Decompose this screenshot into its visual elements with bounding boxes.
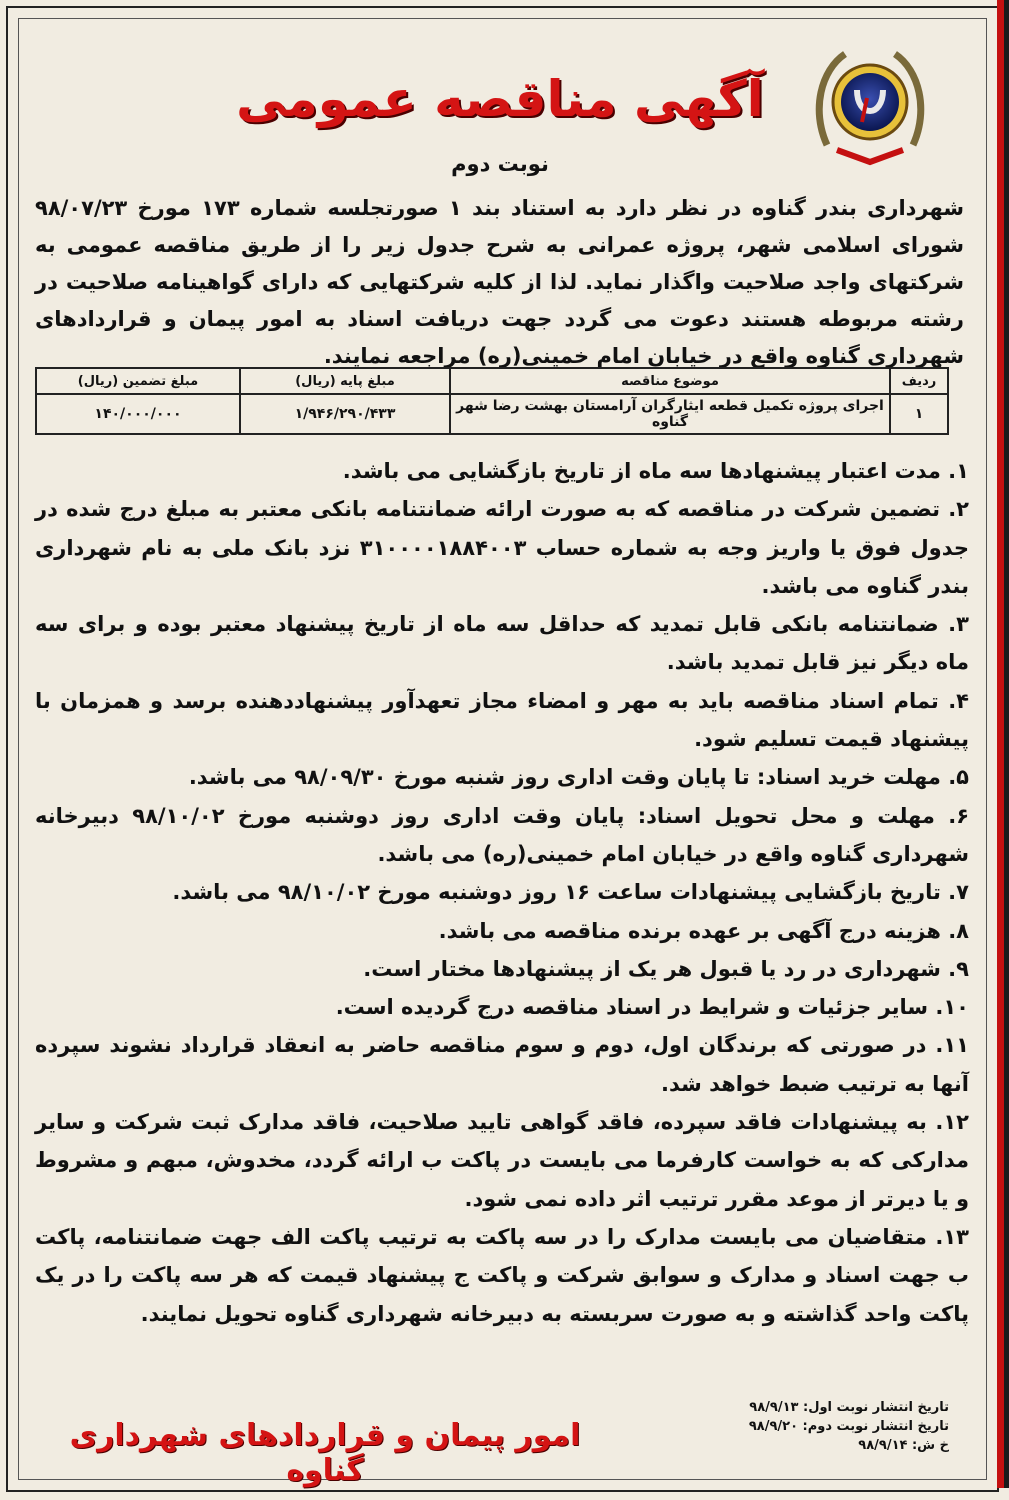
- ad-subtitle: نوبت دوم: [451, 152, 549, 176]
- ad-title: آگهی مناقصه عمومی: [236, 70, 764, 128]
- cell-subject: اجرای پروژه تکمیل قطعه ایثارگران آرامستان بهشت رضا شهر گناوه: [450, 394, 890, 434]
- table-row: [36, 394, 948, 434]
- header-subject: موضوع مناقصه: [450, 368, 890, 394]
- condition-item: ۸. هزینه درج آگهی بر عهده برنده مناقصه می باشد.: [438, 918, 969, 943]
- cell-guarantee-amount: ۱۴۰/۰۰۰/۰۰۰: [36, 394, 240, 434]
- intro-paragraph: شهرداری بندر گناوه در نظر دارد به استناد بند ۱ صورتجلسه شماره ۱۷۳ مورخ ۹۸/۰۷/۲۳ شورای اسلامی شهر، پروژه عمرانی به شرح جدول زیر را از طریق مناقصه عمومی به شرکتهای واجد صلاحیت واگذار نماید. لذا از کلیه شرکتهایی که دارای گواهینامه صلاحیت در رشته مربوطه هستند دعوت می گردد جهت دریافت اسناد به امور پیمان و قراردادهای شهرداری گناوه واقع در خیابان امام خمینی(ره) مراجعه نمایند.: [35, 196, 965, 368]
- condition-item: ۱۳. متقاضیان می بایست مدارک را در سه پاکت به ترتیب پاکت الف جهت ضمانتنامه، پاکت ب جهت اسناد و مدارک و سوابق شرکت و پاکت ج پیشنهاد قیمت که هر سه پاکت را در یک پاکت واحد گذاشته و به صورت سربسته به دبیرخانه شهرداری گناوه تحویل نمایند.: [35, 1224, 969, 1326]
- condition-item: ۵. مهلت خرید اسناد: تا پایان وقت اداری روز شنبه مورخ ۹۸/۰۹/۳۰ می باشد.: [188, 765, 969, 790]
- condition-item: ۱۲. به پیشنهادات فاقد سپرده، فاقد گواهی تایید صلاحیت، فاقد مدارک ثبت شرکت و سایر مدارکی که به خواست کارفرما می بایست در پاکت ب ارائه گردد، مخدوش، مبهم و مشروط و یا دیرتر از موعد مقرر ترتیب اثر داده نمی شود.: [35, 1110, 969, 1211]
- condition-item: ۳. ضمانتنامه بانکی قابل تمدید که حداقل سه ماه از تاریخ پیشنهاد معتبر بوده و برای سه ماه دیگر نیز قابل تمدید باشد.: [35, 612, 969, 675]
- table-header-row: [36, 368, 948, 394]
- condition-item: ۹. شهرداری در رد یا قبول هر یک از پیشنهادها مختار است.: [363, 956, 969, 981]
- cell-row-number: ۱: [890, 394, 948, 434]
- condition-item: ۶. مهلت و محل تحویل اسناد: پایان وقت اداری روز دوشنبه مورخ ۹۸/۱۰/۰۲ دبیرخانه شهرداری گناوه واقع در خیابان امام خمینی(ره) می باشد.: [35, 803, 970, 866]
- header-base-amount: مبلغ پایه (ریال): [240, 368, 450, 394]
- side-ribbon: [997, 0, 1009, 1488]
- publication-second: تاریخ انتشار نوبت دوم: ۹۸/۹/۲۰: [748, 1419, 949, 1434]
- header-row-number: ردیف: [890, 368, 948, 394]
- conditions-list: [35, 452, 969, 1333]
- header-guarantee-amount: مبلغ تضمین (ریال): [36, 368, 240, 394]
- cell-base-amount: ۱/۹۴۶/۲۹۰/۴۳۳: [240, 394, 450, 434]
- publication-code: خ ش: ۹۸/۹/۱۴: [858, 1438, 949, 1453]
- condition-item: ۱. مدت اعتبار پیشنهادها سه ماه از تاریخ بازگشایی می باشد.: [342, 459, 969, 483]
- condition-item: ۱۱. در صورتی که برندگان اول، دوم و سوم مناقصه حاضر به انعقاد قرارداد نشوند سپرده آنها به ترتیب ضبط خواهد شد.: [35, 1033, 969, 1096]
- tender-table: [35, 367, 949, 435]
- municipality-emblem-icon: [815, 40, 925, 170]
- publication-dates: [629, 1398, 949, 1455]
- condition-item: ۱۰. سایر جزئیات و شرایط در اسناد مناقصه درج گردیده است.: [335, 995, 969, 1020]
- condition-item: ۲. تضمین شرکت در مناقصه که به صورت ارائه ضمانتنامه بانکی معتبر به مبلغ درج شده در جدول فوق یا واریز وجه به شماره حساب ۳۱۰۰۰۰۱۸۸۴۰۰۳ نزد بانک ملی به نام شهرداری بندر گناوه می باشد.: [35, 497, 970, 598]
- issuer-signature: امور پیمان و قراردادهای شهرداری گناوه: [69, 1418, 581, 1488]
- condition-item: ۴. تمام اسناد مناقصه باید به مهر و امضاء مجاز تعهدآور پیشنهاددهنده برسد و همزمان با پیشنهاد قیمت تسلیم شود.: [35, 688, 969, 752]
- publication-first: تاریخ انتشار نوبت اول: ۹۸/۹/۱۳: [749, 1400, 949, 1415]
- condition-item: ۷. تاریخ بازگشایی پیشنهادات ساعت ۱۶ روز دوشنبه مورخ ۹۸/۱۰/۰۲ می باشد.: [172, 880, 969, 905]
